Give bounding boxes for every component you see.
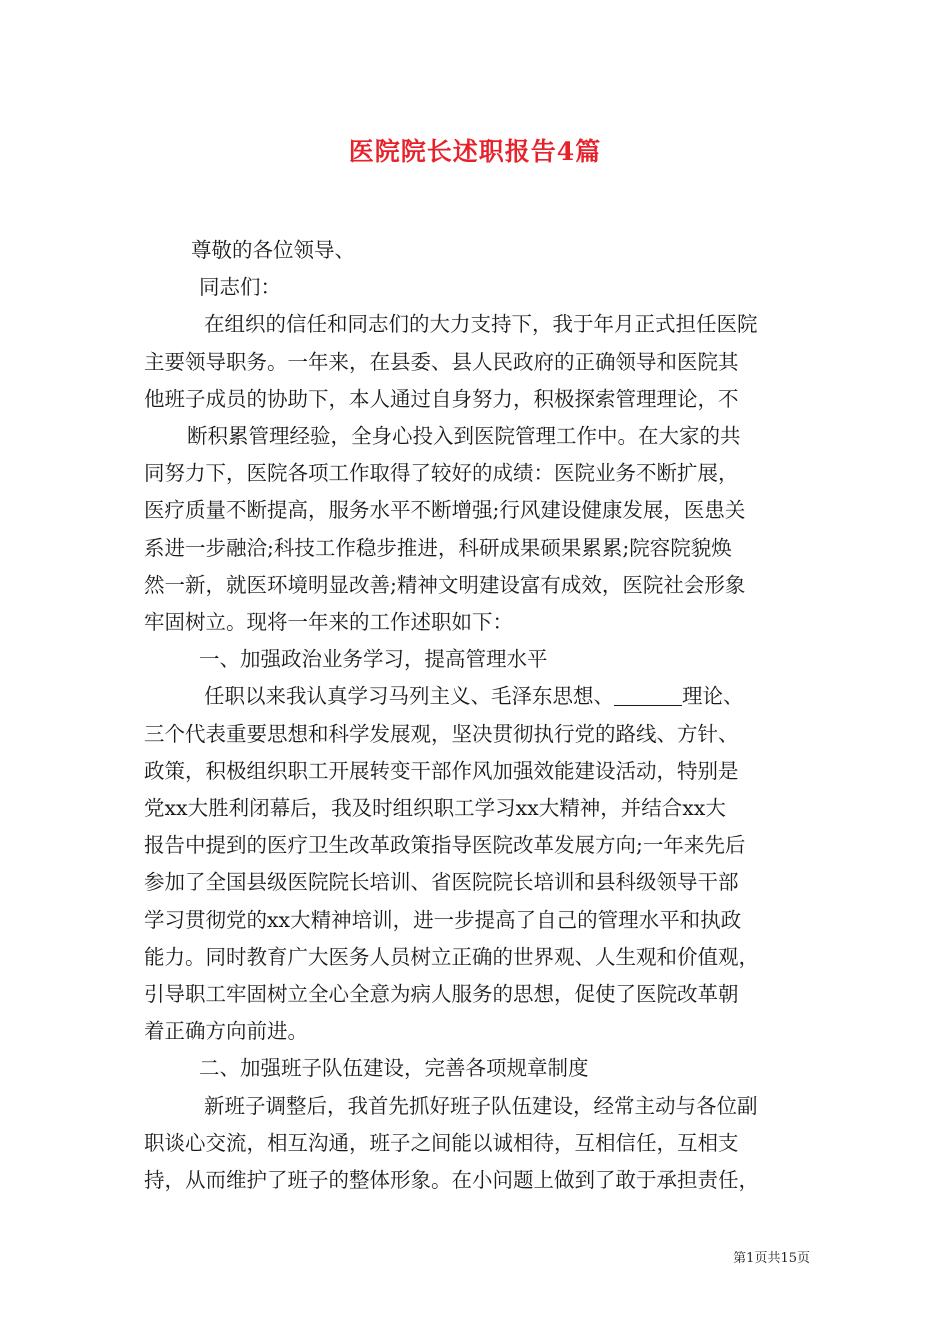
- section-heading: 一、加强政治业务学习，提高管理水平: [199, 647, 548, 672]
- paragraph-text: 任职以来我认真学习马列主义、毛泽东思想、: [204, 684, 614, 709]
- paragraph-line: 政策，积极组织职工开展转变干部作风加强效能建设活动，特别是: [144, 758, 739, 783]
- paragraph-line: [144, 678, 814, 715]
- paragraph-line: 能力。同时教育广大医务人员树立正确的世界观、人生观和价值观，: [144, 944, 759, 969]
- paragraph-line: 主要领导职务。一年来，在县委、县人民政府的正确领导和医院其: [144, 349, 739, 374]
- paragraph-line: 引导职工牢固树立全心全意为病人服务的思想，促使了医院改革朝: [144, 982, 739, 1007]
- salutation-line: 尊敬的各位领导、: [191, 238, 355, 262]
- paragraph-line: 党xx大胜利闭幕后，我及时组织职工学习xx大精神，并结合xx大: [144, 796, 726, 821]
- paragraph-line: 参加了全国县级医院院长培训、省医院院长培训和县科级领导干部: [144, 870, 739, 895]
- paragraph-line: 着正确方向前进。: [144, 1019, 308, 1044]
- paragraph-line: 学习贯彻党的xx大精神培训，进一步提高了自己的管理水平和执政: [144, 907, 742, 932]
- paragraph-line: 他班子成员的协助下，本人通过自身努力，积极探索管理理论，不: [144, 386, 739, 411]
- salutation-line: 同志们：: [199, 275, 281, 300]
- paragraph-line: 然一新，就医环境明显改善;精神文明建设富有成效，医院社会形象: [144, 572, 746, 597]
- paragraph-line: 牢固树立。现将一年来的工作述职如下：: [144, 610, 513, 635]
- fill-in-blank: [614, 685, 682, 707]
- paragraph-line: 系进一步融洽;科技工作稳步推进，科研成果硕果累累;院容院貌焕: [144, 535, 732, 560]
- paragraph-line: 三个代表重要思想和科学发展观，坚决贯彻执行党的路线、方针、: [144, 721, 739, 746]
- paragraph-line: 同努力下，医院各项工作取得了较好的成绩：医院业务不断扩展，: [144, 461, 739, 486]
- paragraph-line: 职谈心交流，相互沟通，班子之间能以诚相待，互相信任，互相支: [144, 1130, 739, 1155]
- paragraph-line: 持，从而维护了班子的整体形象。在小问题上做到了敢于承担责任，: [144, 1168, 759, 1193]
- paragraph-line: 医疗质量不断提高，服务水平不断增强;行风建设健康发展，医患关: [144, 498, 746, 523]
- paragraph-line: 在组织的信任和同志们的大力支持下，我于年月正式担任医院: [204, 312, 758, 337]
- paragraph-text: 理论、: [682, 684, 744, 709]
- paragraph-line: 报告中提到的医疗卫生改革政策指导医院改革发展方向;一年来先后: [144, 833, 746, 858]
- document-title: 医院院长述职报告4篇: [348, 137, 602, 166]
- document-body: [144, 232, 814, 1199]
- section-heading: 二、加强班子队伍建设，完善各项规章制度: [199, 1056, 589, 1081]
- paragraph-line: 断积累管理经验，全身心投入到医院管理工作中。在大家的共: [187, 424, 741, 449]
- page-number: 第1页共15页: [733, 1251, 810, 1266]
- paragraph-line: 新班子调整后，我首先抓好班子队伍建设，经常主动与各位副: [204, 1093, 758, 1118]
